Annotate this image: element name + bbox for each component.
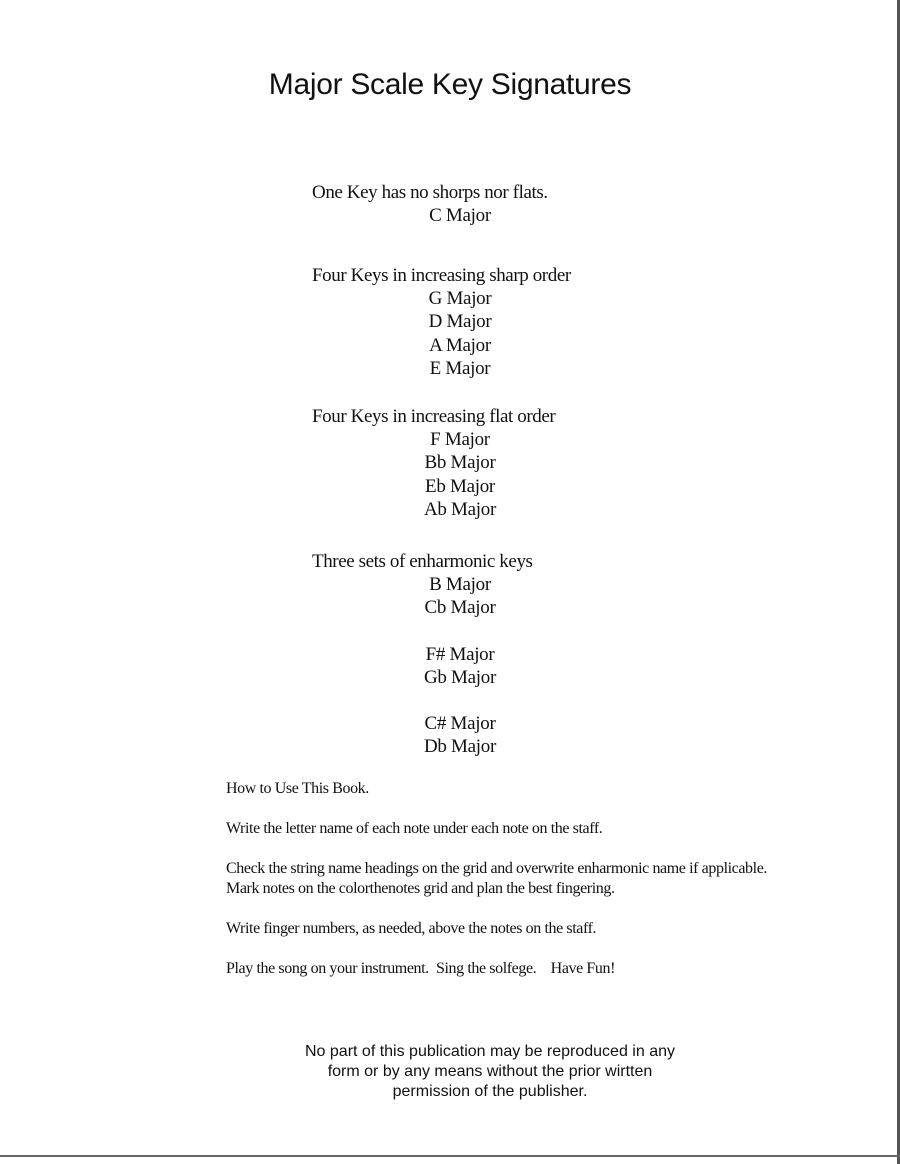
section-heading: Four Keys in increasing flat order: [312, 406, 556, 427]
key-item: Bb Major: [424, 452, 496, 474]
section-heading: Three sets of enharmonic keys: [312, 551, 533, 572]
section-flat-keys: [300, 405, 620, 521]
howto-title-block: [226, 779, 886, 799]
copyright-line: permission of the publisher.: [392, 1083, 588, 1100]
key-item: Db Major: [423, 736, 496, 758]
copyright-line: No part of this publication may be reproduced in any: [305, 1043, 675, 1060]
pair-gap: [300, 620, 620, 643]
section-heading: Four Keys in increasing sharp order: [312, 265, 571, 286]
key-item: Gb Major: [423, 666, 496, 688]
howto-step-block: [226, 819, 886, 839]
howto-step-block: [226, 959, 886, 979]
pair-gap: [300, 689, 620, 712]
key-item: G Major: [428, 288, 492, 309]
key-item: Cb Major: [424, 597, 496, 619]
key-item: D Major: [428, 311, 492, 333]
page-title: Major Scale Key Signatures: [268, 68, 632, 101]
key-item: F# Major: [425, 643, 495, 665]
key-item: E Major: [429, 357, 491, 379]
howto-step-block: [226, 859, 886, 899]
key-item: A Major: [429, 334, 491, 356]
howto-step: Mark notes on the colorthenotes grid and plan the best fingering.: [226, 880, 615, 897]
section-enharmonic-keys: [300, 550, 620, 759]
key-item: C# Major: [424, 713, 496, 735]
howto-step: Write finger numbers, as needed, above the notes on the staff.: [226, 920, 597, 937]
section-no-accidentals: [300, 181, 620, 227]
key-item: Eb Major: [425, 475, 495, 497]
copyright-line: form or by any means without the prior wirtten: [327, 1063, 653, 1080]
copyright-notice: [0, 1042, 900, 1102]
key-item: Ab Major: [423, 498, 496, 520]
howto-title: How to Use This Book.: [226, 780, 369, 797]
key-item: B Major: [429, 574, 491, 595]
howto-step: Check the string name headings on the grid and overwrite enharmonic name if applicable.: [226, 860, 768, 877]
key-item: C Major: [429, 205, 491, 226]
section-heading: One Key has no shorps nor flats.: [312, 182, 548, 203]
key-item: F Major: [430, 429, 490, 450]
howto-step: Play the song on your instrument. Sing the solfege. Have Fun!: [226, 960, 616, 977]
section-sharp-keys: [300, 264, 620, 380]
howto-step: Write the letter name of each note under each note on the staff.: [226, 820, 603, 837]
bottom-rule: [0, 1155, 900, 1157]
howto-step-block: [226, 919, 886, 939]
